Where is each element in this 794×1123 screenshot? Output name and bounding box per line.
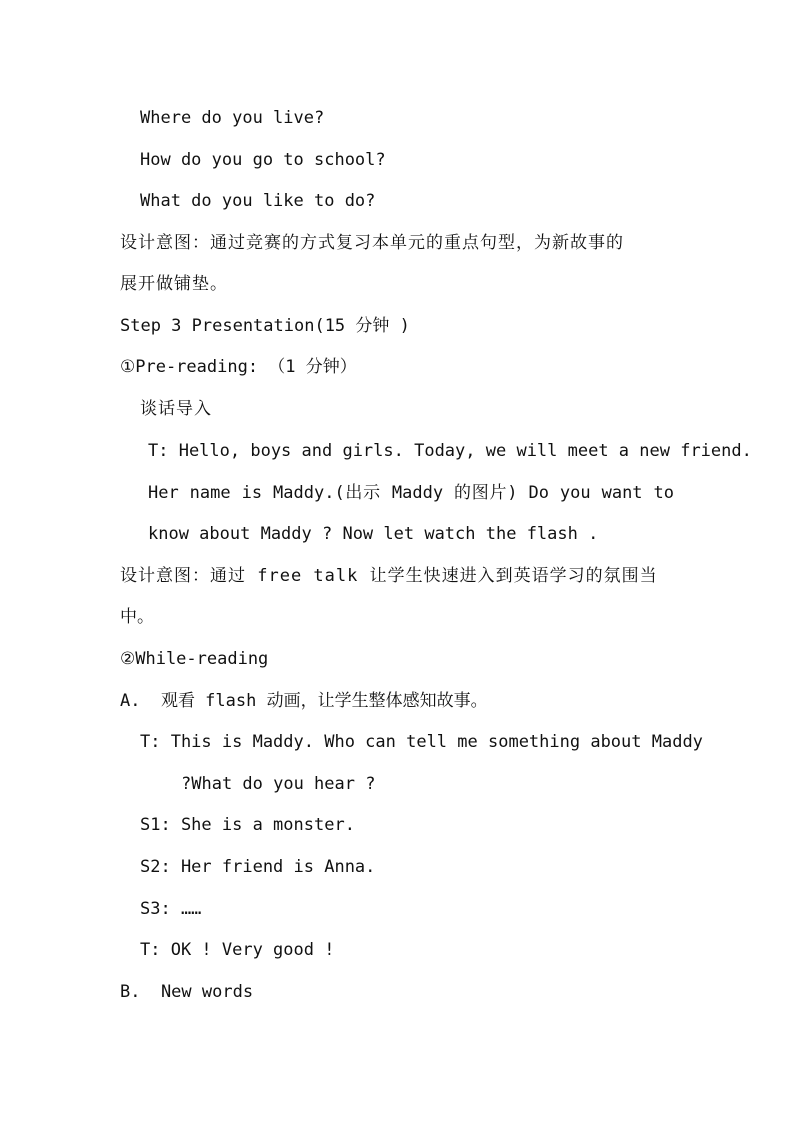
student-3-answer: S3: …… (140, 899, 202, 919)
design-intent-2-line2: 中。 (120, 607, 154, 627)
student-2-answer: S2: Her friend is Anna. (140, 857, 376, 877)
teacher-line-3: know about Maddy ? Now let watch the flash . (148, 524, 599, 544)
teacher-praise: T: OK ! Very good ! (140, 940, 335, 960)
design-intent-2-line1: 设计意图：通过 free talk 让学生快速进入到英语学习的氛围当 (120, 566, 658, 586)
talk-intro-label: 谈话导入 (140, 399, 212, 419)
teacher-question-line1: T: This is Maddy. Who can tell me something about Maddy (140, 732, 703, 752)
step-3-heading: Step 3 Presentation(15 分钟 ) (120, 316, 410, 336)
pre-reading-heading: ①Pre-reading: （1 分钟） (120, 357, 357, 377)
question-where-live: Where do you live? (140, 108, 325, 128)
design-intent-1-line2: 展开做铺垫。 (120, 274, 228, 294)
while-reading-heading: ②While-reading (120, 649, 269, 669)
design-intent-1-line1: 设计意图：通过竞赛的方式复习本单元的重点句型，为新故事的 (120, 233, 624, 253)
section-a-heading: A. 观看 flash 动画，让学生整体感知故事。 (120, 691, 488, 711)
teacher-line-2: Her name is Maddy.(出示 Maddy 的图片) Do you want to (148, 483, 674, 503)
student-1-answer: S1: She is a monster. (140, 815, 355, 835)
teacher-line-1: T: Hello, boys and girls. Today, we will meet a new friend. (148, 441, 752, 461)
question-how-go-school: How do you go to school? (140, 150, 386, 170)
section-b-heading: B. New words (120, 982, 254, 1002)
teacher-question-line2: ?What do you hear ? (181, 774, 376, 794)
question-what-like: What do you like to do? (140, 191, 376, 211)
